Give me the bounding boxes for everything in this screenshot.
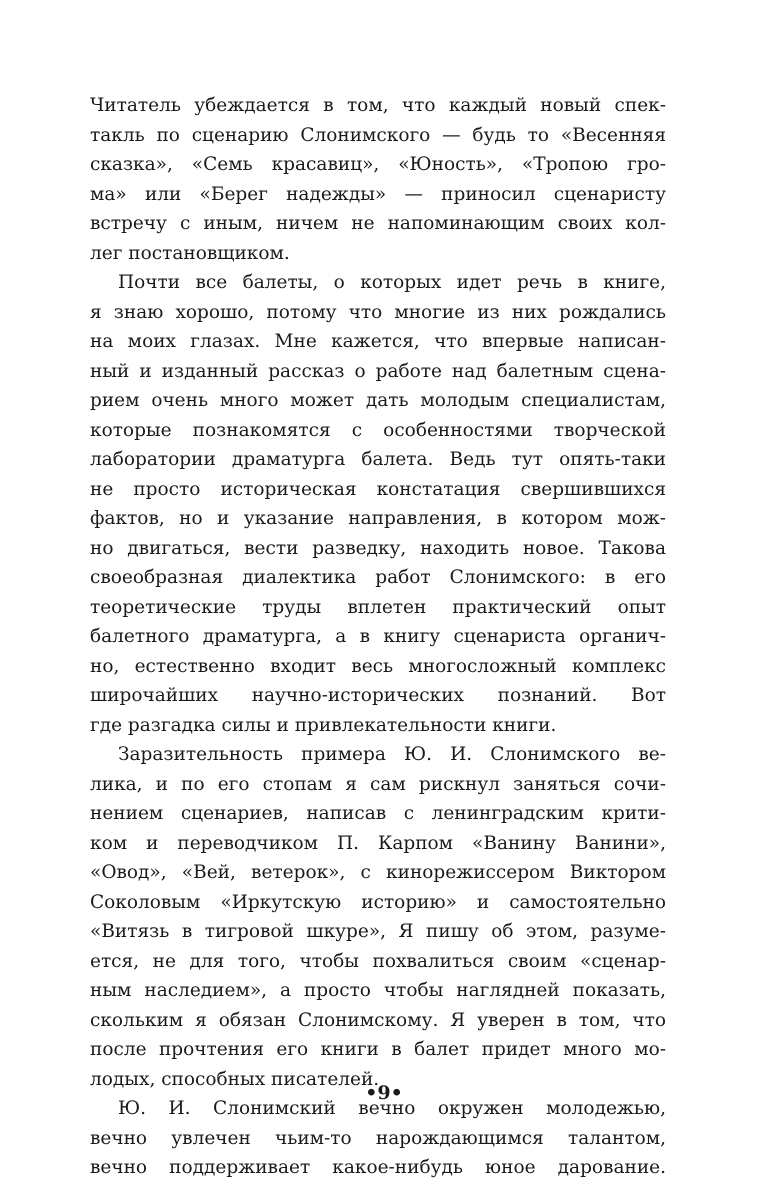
page-number: •9• [365,1082,403,1104]
paragraph [90,268,666,740]
text-line: «Овод», «Вей, ветерок», с кинорежиссером Виктором [90,862,666,883]
text-line: нением сценариев, написав с ленинградским крити- [90,803,666,824]
text-line: Читатель убеждается в том, что каждый новый спек- [90,95,666,116]
text-line: Ю. И. Слонимский вечно окружен молодежью, [118,1098,666,1119]
text-line: теоретические труды вплетен практический опыт [90,596,666,618]
body-text [90,91,666,1183]
text-line: ный и изданный рассказ о работе над балетным сцена- [90,360,666,382]
text-line: но, естественно входит весь многосложный комплекс [90,655,666,677]
text-line: вечно поддерживает какое-нибудь юное дарование. [90,1157,666,1178]
text-line: ма» или «Берег надежды» — приносил сценаристу [90,183,666,205]
text-line: широчайших научно-исторических познаний. Вот [90,685,666,706]
text-line: фактов, но и указание направления, в котором мож- [90,508,666,529]
text-line: лег постановщиком. [90,242,290,264]
text-line: но двигаться, вести разведку, находить новое. Такова [90,537,666,559]
paragraph [90,740,666,1094]
text-line: такль по сценарию Слонимского — будь то «Весенняя [90,124,666,146]
text-line: не просто историческая констатация свершившихся [90,478,666,500]
text-line: ется, не для того, чтобы похвалиться своим «сценар- [90,950,666,972]
text-line: которые познакомятся с особенностями творческой [90,419,666,441]
paragraph [90,1094,666,1183]
text-line: вечно увлечен чьим-то нарождающимся талантом, [90,1127,666,1149]
text-line: где разгадка силы и привлекательности книги. [90,714,557,736]
text-line: ком и переводчиком П. Карпом «Ванину Ванини», [90,832,666,854]
text-line: своеобразная диалектика работ Слонимского: в его [90,567,666,588]
text-line: Соколовым «Иркутскую историю» и самостоятельно [90,891,666,913]
text-line: рием очень много может дать молодым специалистам, [90,390,666,411]
paragraph [90,91,666,268]
text-line: Заразительность примера Ю. И. Слонимского ве- [118,744,666,765]
text-line: после прочтения его книги в балет придет много мо- [90,1039,666,1060]
text-line: балетного драматурга, а в книгу сценариста органич- [90,626,666,647]
text-line: на моих глазах. Мне кажется, что впервые написан- [90,331,666,352]
text-line: сказка», «Семь красавиц», «Юность», «Тропою гро- [90,154,666,175]
text-line: лаборатории драматурга балета. Ведь тут опять-таки [90,449,666,470]
text-line: встречу с иным, ничем не напоминающим своих кол- [90,213,666,234]
text-line: я знаю хорошо, потому что многие из них рождались [90,301,666,323]
text-line: Почти все балеты, о которых идет речь в книге, [118,272,666,293]
text-line: лика, и по его стопам я сам рискнул заняться сочи- [90,773,666,795]
text-line: ным наследием», а просто чтобы наглядней показать, [90,980,666,1001]
text-line: скольким я обязан Слонимскому. Я уверен в том, что [90,1009,666,1031]
text-line: лодых, способных писателей. [90,1068,380,1090]
text-line: «Витязь в тигровой шкуре», Я пишу об этом, разуме- [90,921,666,942]
